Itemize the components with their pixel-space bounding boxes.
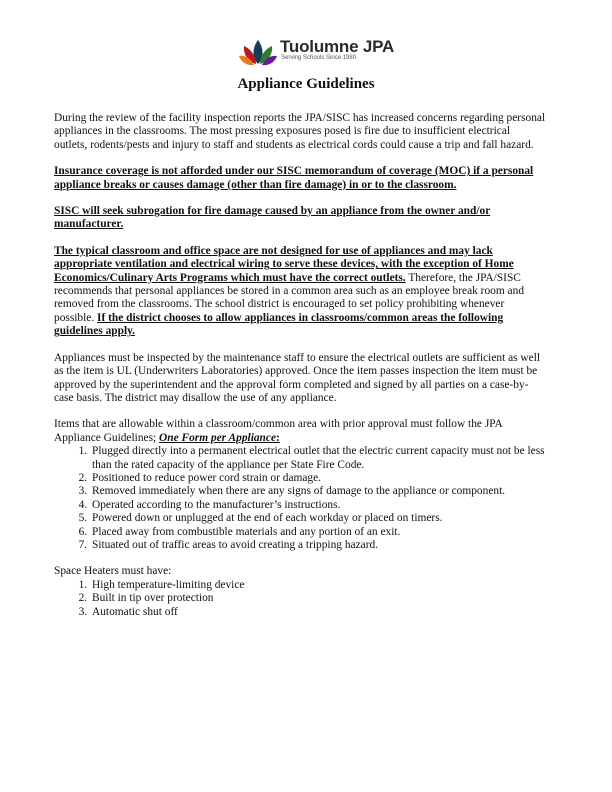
list-item: 3. Removed immediately when there are any signs of damage to the appliance or component.: [90, 485, 546, 498]
list-item: 5. Powered down or unplugged at the end of each workday or placed on timers.: [90, 512, 546, 525]
inspection-paragraph: Appliances must be inspected by the maintenance staff to ensure the electrical outlets are sufficient as well as the item is UL (Underwriters Laboratories) approved. Once the item passes inspection the item must be approved by the superintendent and the approval form completed and signed by all parties on a case-by-case basis. The district may disallow the use of any appliance.: [54, 351, 541, 404]
list-item: 4. Operated according to the manufacturer’s instructions.: [90, 499, 546, 512]
list-item: 2. Built in tip over protection: [90, 592, 546, 605]
design-normal-text: Therefore, the JPA/SISC recommends that personal appliances be stored in a common area such as an employee break room and removed from the classrooms. The school district is encouraged to set policy prohibiting whenever possible.: [54, 271, 525, 324]
subrogation-notice-text: SISC will seek subrogation for fire damage caused by an appliance from the owner and/or manufacturer.: [54, 205, 491, 231]
heaters-list: [54, 579, 546, 619]
list-item: 1. Plugged directly into a permanent electrical outlet that the electric current capacity must not be less than the rated capacity of the appliance per State Fire Code.: [90, 445, 546, 472]
intro-paragraph: During the review of the facility inspection reports the JPA/SISC has increased concerns regarding personal appliances in the classrooms. The most pressing exposures posed is fire due to insufficient electrical outlets, rodents/pests and injury to staff and students as electrical cords could cause a trip and fall hazard.: [54, 112, 546, 151]
logo-tagline: Serving Schools Since 1980: [281, 55, 357, 61]
list-item: 7. Situated out of traffic areas to avoid creating a tripping hazard.: [90, 539, 546, 552]
design-paragraph: [54, 245, 546, 339]
subrogation-notice: [54, 205, 546, 232]
list-item: 6. Placed away from combustible materials and any portion of an exit.: [90, 526, 546, 539]
document-body: [54, 112, 546, 632]
list-item: 2. Positioned to reduce power cord strain or damage.: [90, 472, 546, 485]
logo-name: Tuolumne JPA: [280, 37, 395, 56]
items-intro-paragraph: [54, 418, 546, 445]
items-intro-end: :: [276, 431, 280, 444]
list-item: 1. High temperature-limiting device: [90, 579, 546, 592]
heaters-intro: Space Heaters must have:: [54, 565, 172, 578]
guidelines-list: [54, 445, 546, 552]
coverage-notice: [54, 165, 546, 192]
page-title: Appliance Guidelines: [237, 76, 375, 92]
design-bold-text: The typical classroom and office space are not designed for use of appliances and may lack appropriate ventilation and electrical wiring to serve these devices, with the exception of Home Economics/Culinary Arts Programs which must have the correct outlets.: [54, 244, 514, 284]
items-intro-emphasis: One Form per Appliance: [159, 431, 276, 444]
logo-leaf-icon: [238, 34, 278, 66]
list-item: 3. Automatic shut off: [90, 606, 546, 619]
coverage-notice-text: Insurance coverage is not afforded under our SISC memorandum of coverage (MOC) if a personal appliance breaks or causes damage (other than fire damage) in or to the classroom.: [54, 165, 534, 191]
items-intro-text: Items that are allowable within a classroom/common area with prior approval must follow the JPA Appliance Guidelines;: [54, 418, 503, 444]
design-bold-end-text: If the district chooses to allow appliances in classrooms/common areas the following guidelines apply.: [54, 311, 504, 338]
tuolumne-jpa-logo: [238, 34, 395, 68]
